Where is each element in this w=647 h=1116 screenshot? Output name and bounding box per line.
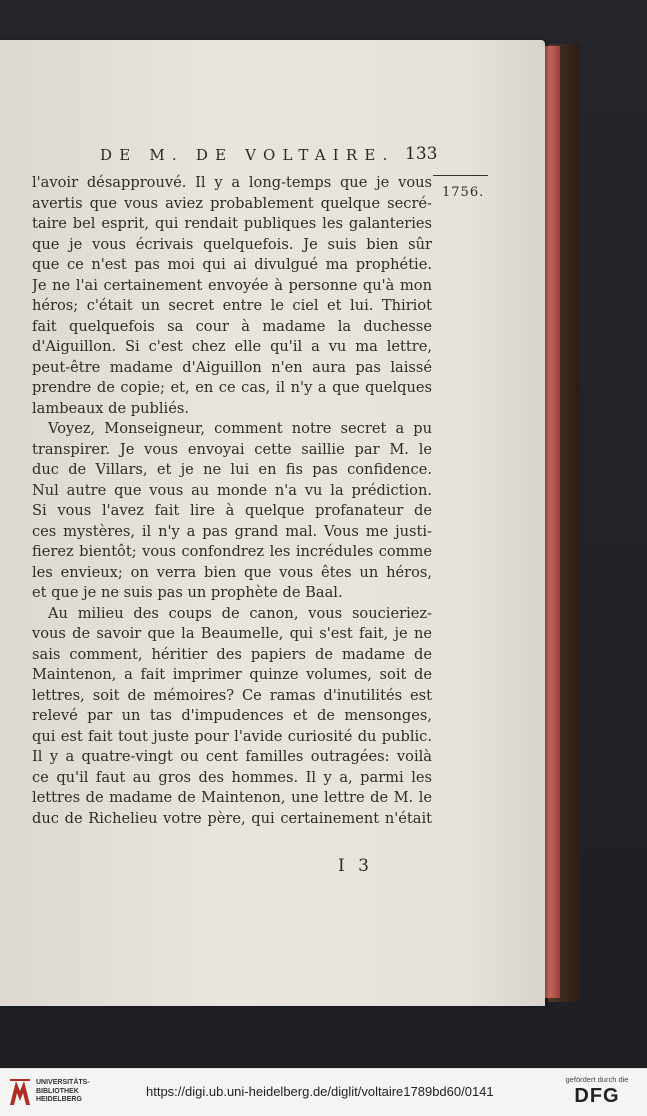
library-name-line: HEIDELBERG — [36, 1096, 82, 1103]
library-name-line: BIBLIOTHEK — [36, 1087, 79, 1095]
page-number: 133 — [405, 144, 438, 164]
text-line: Au milieu des coups de canon, vous soucieriez- — [48, 604, 432, 622]
text-line: fierez bientôt; vous confondrez les incrédules comme — [32, 543, 432, 560]
running-title: DE M. DE VOLTAIRE. — [100, 146, 395, 164]
text-line: héros; c'était un secret entre le ciel et lui. Thiriot — [32, 297, 432, 314]
text-line: duc de Villars, et je ne lui en fis pas confidence. — [32, 461, 432, 478]
funded-by-label: gefördert durch die — [565, 1075, 629, 1084]
text-line: que je vous écrivais quelquefois. Je suis bien sûr — [32, 235, 432, 253]
library-name-line: UNIVERSITÄTS- — [36, 1079, 90, 1086]
library-logo-icon[interactable] — [8, 1077, 32, 1107]
text-line: Voyez, Monseigneur, comment notre secret a pu — [48, 420, 432, 437]
library-name — [36, 1079, 90, 1105]
text-line: ce qu'il faut au gros des hommes. Il y a, parmi les — [32, 768, 432, 786]
viewer-footer — [0, 1068, 647, 1116]
text-line: avertis que vous aviez probablement quelque secré- — [32, 194, 432, 212]
text-line: relevé par un tas d'impudences et de mensonges, — [32, 707, 432, 724]
text-line: Il y a quatre-vingt ou cent familles outragées: voilà — [32, 748, 432, 765]
text-line: peut-être madame d'Aiguillon n'en aura pas laissé — [32, 358, 432, 376]
text-line: lettres, soit de mémoires? Ce ramas d'inutilités est — [32, 686, 432, 704]
body-text — [32, 173, 432, 829]
text-line: vous de savoir que la Beaumelle, qui s'est fait, je ne — [32, 625, 432, 642]
text-line: taire bel esprit, qui rendait publiques les galanteries — [32, 215, 432, 232]
text-line: duc de Richelieu votre père, qui certainement n'était — [32, 809, 432, 827]
text-line: d'Aiguillon. Si c'est chez elle qu'il a vu ma lettre, — [32, 338, 432, 355]
text-line: l'avoir désapprouvé. Il y a long-temps que je vous — [32, 174, 432, 191]
text-line: fait quelquefois sa cour à madame la duchesse — [32, 317, 432, 335]
text-line: Maintenon, a fait imprimer quinze volumes, soit de — [32, 666, 432, 683]
text-line: ces mystères, il n'y a pas grand mal. Vous me justi- — [32, 522, 432, 540]
text-line: Je ne l'ai certainement envoyée à personne qu'à mon — [32, 276, 432, 294]
text-line: lambeaux de publiés. — [32, 399, 189, 417]
text-line: transpirer. Je vous envoyai cette saillie par M. le — [32, 440, 432, 458]
funding-credit[interactable] — [557, 1075, 637, 1108]
signature-mark: I 3 — [338, 856, 373, 876]
text-line: prendre de copie; et, en ce cas, il n'y a que quelques — [32, 379, 432, 396]
permalink-url[interactable]: https://digi.ub.uni-heidelberg.de/diglit/voltaire1789bd60/0141 — [146, 1084, 494, 1099]
dfg-logo: DFG — [574, 1085, 620, 1107]
text-line: lettres de madame de Maintenon, une lettre de M. le — [32, 789, 432, 806]
text-line: les envieux; on verra bien que vous êtes un héros, — [32, 563, 432, 581]
text-line: que ce n'est pas moi qui ai divulgué ma prophétie. — [32, 256, 432, 273]
page-header — [0, 146, 455, 170]
margin-year: 1756. — [442, 185, 485, 200]
text-line: Nul autre que vous au monde n'a vu la prédiction. — [32, 481, 432, 499]
text-line: Si vous l'avez fait lire à quelque profanateur de — [32, 502, 432, 519]
text-line: et que je ne suis pas un prophète de Baal. — [32, 584, 343, 601]
margin-rule — [433, 175, 488, 176]
text-line: qui est fait tout juste pour l'avide curiosité du public. — [32, 727, 432, 745]
text-line: sais comment, héritier des papiers de madame de — [32, 645, 432, 663]
